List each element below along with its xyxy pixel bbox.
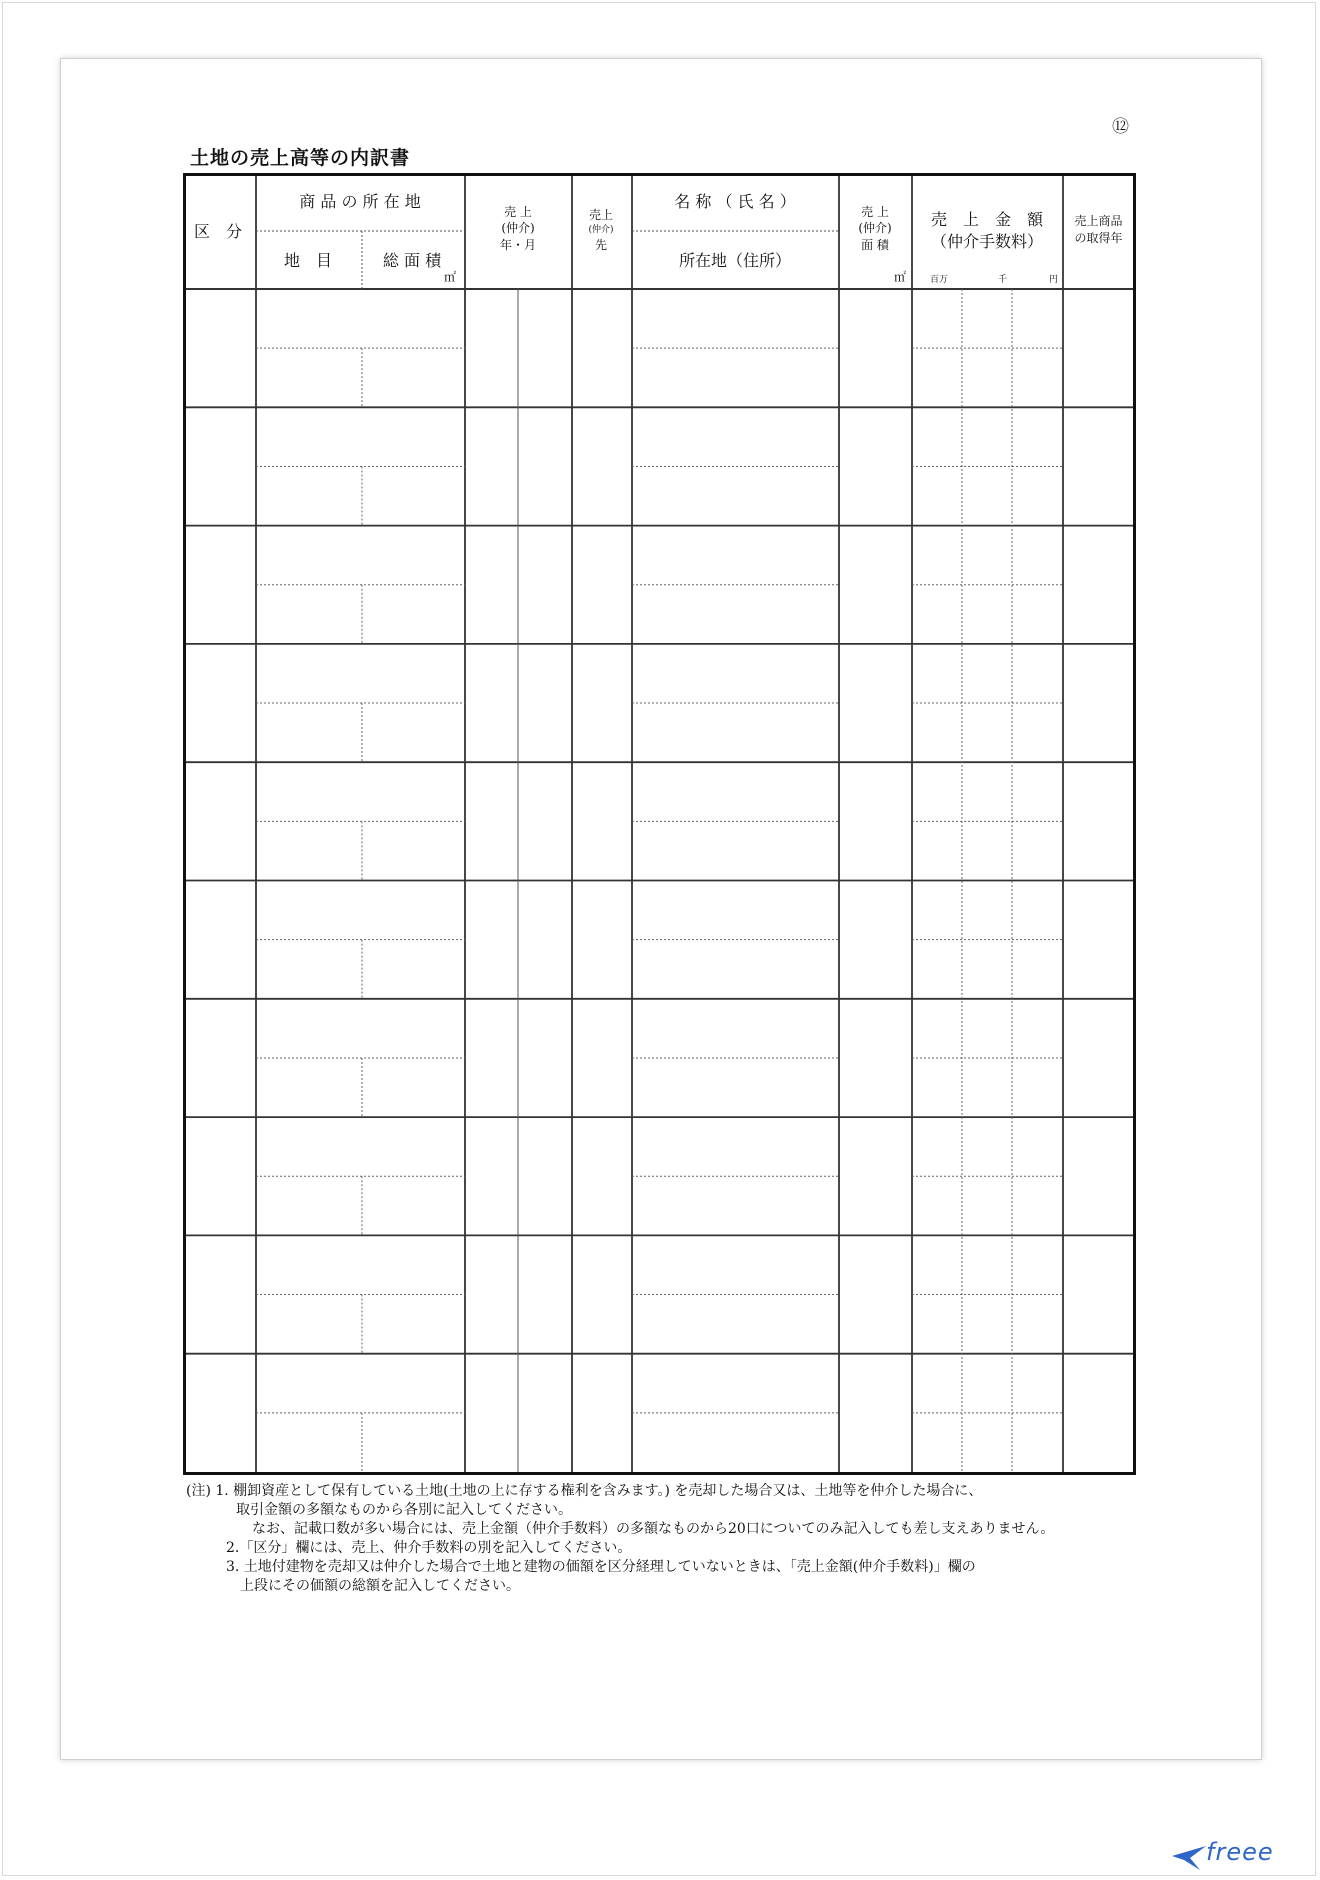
note-1: (注) 1. 棚卸資産として保有している土地(土地の上に存する権利を含みます。) を売却した場合又は、土地等を仲介した場合に、: [186, 1483, 983, 1499]
header-chukai-3: (仲介): [858, 221, 892, 235]
header-menseki-unit: ㎡: [894, 270, 907, 284]
header-acquired-2: の取得年: [1074, 231, 1123, 245]
header-menseki: 面 積: [861, 238, 889, 252]
header-kubun: 区 分: [194, 222, 243, 241]
header-location: 商 品 の 所 在 地: [299, 192, 421, 211]
note-1-cont: 取引金額の多額なものから各別に記入してください。: [236, 1502, 572, 1518]
freee-bird-icon: [1170, 1842, 1210, 1872]
note-3-cont: 上段にその価額の総額を記入してください。: [240, 1578, 520, 1594]
header-saki: 先: [594, 238, 607, 252]
document-title: 土地の売上高等の内訳書: [190, 147, 411, 169]
header-somenseki-unit: ㎡: [444, 270, 457, 284]
form-grid-lines: [186, 176, 1133, 1472]
header-chukai-1: (仲介): [501, 221, 535, 235]
header-chukai-2: (仲介): [588, 225, 614, 235]
unit-hyakuman: 百万: [930, 275, 949, 285]
freee-logo: freee: [1206, 1838, 1274, 1866]
header-acquired-1: 売上商品: [1074, 214, 1123, 228]
header-chukai-tesuryo: （仲介手数料）: [930, 232, 1043, 251]
header-uriage-kingaku: 売 上 金 額: [930, 210, 1043, 229]
header-chimoku: 地 目: [283, 251, 332, 270]
form-table: [183, 173, 1136, 1475]
header-meisho: 名 称 （ 氏 名 ）: [674, 192, 796, 211]
page-number: ⑫: [1112, 117, 1129, 137]
note-3: 3. 土地付建物を売却又は仲介した場合で土地と建物の価額を区分経理していないときは、「売上金額(仲介手数料)」欄の: [226, 1559, 976, 1575]
unit-sen: 千: [998, 275, 1008, 285]
header-uriage-2: 売上: [588, 208, 613, 222]
header-address: 所在地（住所）: [678, 251, 791, 270]
note-1-addendum: なお、記載口数が多い場合には、売上金額（仲介手数料）の多額なものから20口についてのみ記入しても差し支えありません。: [252, 1521, 1055, 1537]
note-2: 2.「区分」欄には、売上、仲介手数料の別を記入してください。: [226, 1540, 632, 1556]
header-somenseki: 総 面 積: [382, 251, 442, 270]
unit-en: 円: [1049, 275, 1059, 285]
header-uriage-1: 売 上: [504, 205, 532, 219]
header-nengetsu: 年・月: [499, 238, 536, 252]
header-uriage-3: 売 上: [861, 205, 889, 219]
